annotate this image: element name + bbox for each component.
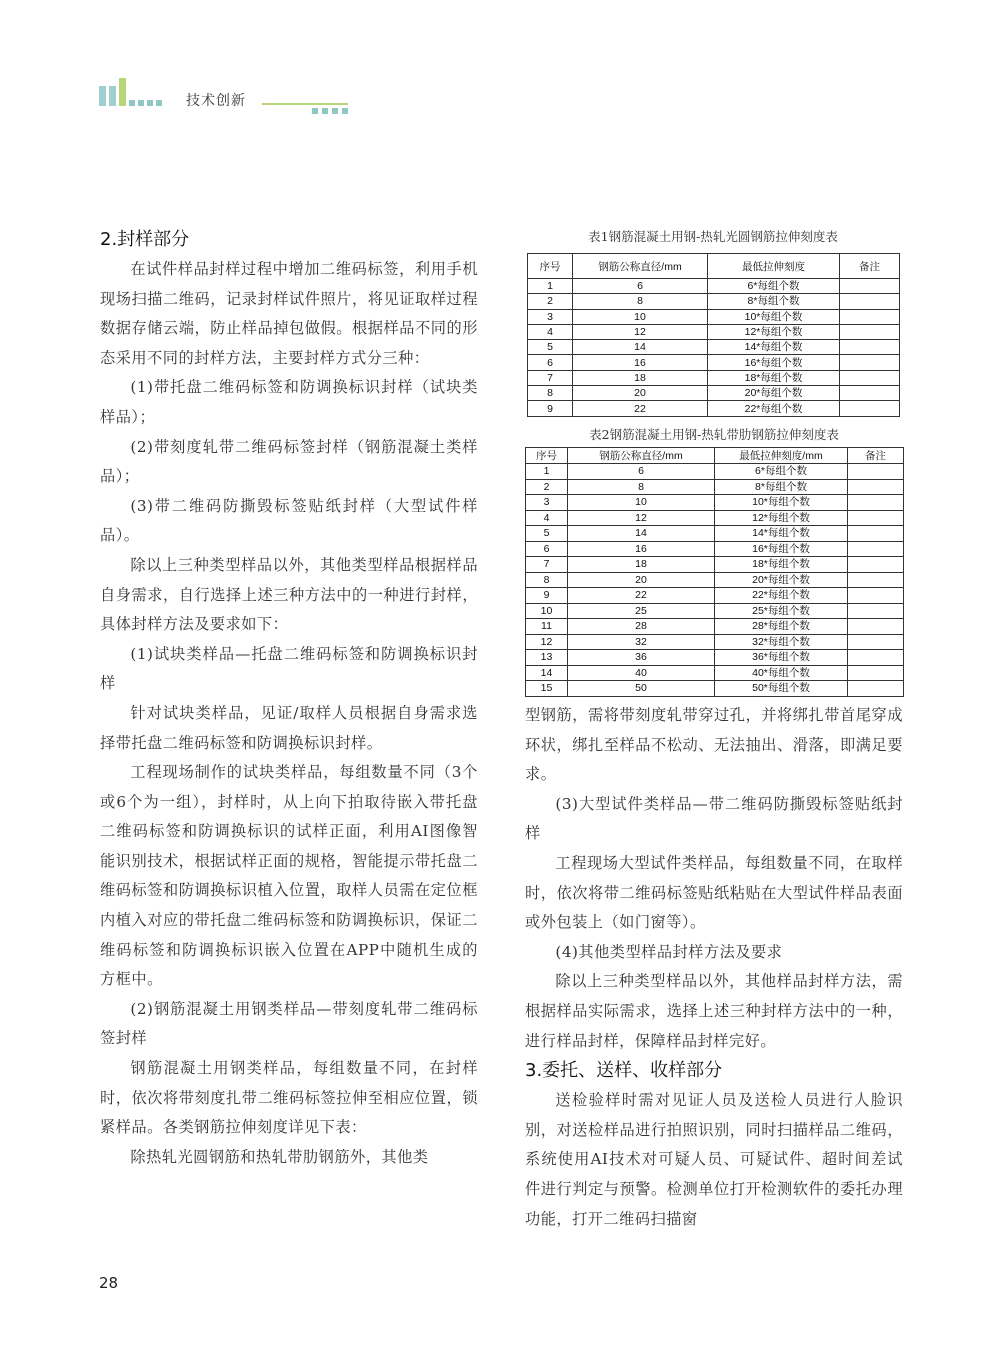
table-row — [526, 665, 904, 681]
table-header-cell: 序号 — [528, 254, 573, 279]
table-row — [526, 588, 904, 604]
table-cell: 3 — [528, 309, 573, 324]
table-cell: 16 — [568, 541, 715, 557]
section-heading-delivery: 3.委托、送样、收样部分 — [525, 1060, 723, 1082]
section-heading-sealing: 2.封样部分 — [100, 229, 190, 250]
table-row — [528, 355, 900, 370]
table-cell: 8 — [568, 479, 715, 495]
table-cell — [848, 557, 904, 573]
table-cell: 2 — [528, 294, 573, 309]
table-row — [526, 650, 904, 666]
table-cell: 16*每组个数 — [715, 541, 848, 557]
table-cell: 5 — [526, 526, 568, 542]
table-cell — [848, 634, 904, 650]
table-cell: 4 — [528, 324, 573, 339]
header-divider — [262, 103, 348, 105]
table1 — [527, 253, 900, 417]
table-cell — [848, 603, 904, 619]
paragraph: (3)带二维码防撕毁标签贴纸封样（大型试件样品）。 — [100, 496, 478, 545]
table-cell — [840, 294, 900, 309]
table-cell: 16*每组个数 — [708, 355, 840, 370]
table-cell: 8*每组个数 — [708, 294, 840, 309]
table-cell: 12 — [526, 634, 568, 650]
table-cell: 12*每组个数 — [715, 510, 848, 526]
table-row — [528, 324, 900, 339]
table-cell: 20*每组个数 — [715, 572, 848, 588]
subheading: (4)其他类型样品封样方法及要求 — [555, 942, 783, 961]
paragraph: 除以上三种类型样品以外，其他样品封样方法，需根据样品实际需求，选择上述三种封样方法中的一种，进行样品封样，保障样品封样完好。 — [525, 972, 903, 1050]
table-cell: 25 — [568, 603, 715, 619]
table-cell — [848, 619, 904, 635]
table-header-row — [528, 254, 900, 279]
table-cell — [848, 650, 904, 666]
table-cell: 9 — [528, 401, 573, 416]
table-cell: 14*每组个数 — [708, 340, 840, 355]
table-cell: 18*每组个数 — [715, 557, 848, 573]
table-cell: 4 — [526, 510, 568, 526]
table-cell: 12 — [568, 510, 715, 526]
table-row — [528, 386, 900, 401]
table-row — [526, 634, 904, 650]
table-header-cell: 序号 — [526, 448, 568, 464]
table2-caption: 表2钢筋混凝土用钢-热轧带肋钢筋拉伸刻度表 — [589, 427, 839, 442]
table-cell — [848, 541, 904, 557]
table-cell: 6*每组个数 — [708, 279, 840, 294]
table-row — [528, 309, 900, 324]
table-cell — [848, 681, 904, 697]
table-cell: 12 — [573, 324, 708, 339]
table-cell: 10*每组个数 — [708, 309, 840, 324]
table-cell: 20 — [568, 572, 715, 588]
table-cell: 6 — [528, 355, 573, 370]
table-cell — [840, 324, 900, 339]
table-cell: 36*每组个数 — [715, 650, 848, 666]
left-column — [100, 225, 478, 1172]
table-cell: 10*每组个数 — [715, 495, 848, 511]
table-cell: 22*每组个数 — [715, 588, 848, 604]
table-cell: 7 — [528, 370, 573, 385]
subheading: (3)大型试件类样品—带二维码防撕毁标签贴纸封样 — [525, 794, 903, 843]
right-column — [525, 701, 903, 1234]
table-cell: 8 — [526, 572, 568, 588]
subheading: (2)钢筋混凝土用钢类样品—带刻度轧带二维码标签封样 — [100, 999, 478, 1048]
table-row — [526, 479, 904, 495]
table-cell: 15 — [526, 681, 568, 697]
table-cell: 9 — [526, 588, 568, 604]
table-row — [526, 572, 904, 588]
table-cell — [840, 386, 900, 401]
table-cell: 32*每组个数 — [715, 634, 848, 650]
table-row — [526, 541, 904, 557]
table-cell — [848, 495, 904, 511]
table-cell: 28 — [568, 619, 715, 635]
table-header-cell: 备注 — [848, 448, 904, 464]
paragraph: (2)带刻度轧带二维码标签封样（钢筋混凝土类样品）； — [100, 437, 478, 486]
table-header-row — [526, 448, 904, 464]
table-cell: 7 — [526, 557, 568, 573]
table-cell: 20*每组个数 — [708, 386, 840, 401]
table-cell: 10 — [526, 603, 568, 619]
paragraph: 钢筋混凝土用钢类样品，每组数量不同，在封样时，依次将带刻度扎带二维码标签拉伸至相应位置，锁紧样品。各类钢筋拉伸刻度详见下表： — [100, 1059, 478, 1137]
table-cell: 10 — [573, 309, 708, 324]
table-cell: 20 — [573, 386, 708, 401]
table-cell: 8*每组个数 — [715, 479, 848, 495]
table-cell: 28*每组个数 — [715, 619, 848, 635]
table-row — [526, 619, 904, 635]
paragraph: 在试件样品封样过程中增加二维码标签，利用手机现场扫描二维码，记录封样试件照片，将见证取样过程数据存储云端，防止样品掉包做假。根据样品不同的形态采用不同的封样方法，主要封样方式分三种： — [100, 260, 478, 367]
table-cell — [848, 510, 904, 526]
table-header-cell: 最低拉伸刻度/mm — [715, 448, 848, 464]
table-row — [528, 340, 900, 355]
table-cell — [848, 588, 904, 604]
table-cell — [840, 401, 900, 416]
page-number: 28 — [99, 1274, 119, 1292]
table-row — [528, 401, 900, 416]
table-cell: 8 — [573, 294, 708, 309]
paragraph: 送检验样时需对见证人员及送检人员进行人脸识别，对送检样品进行拍照识别，同时扫描样品二维码，系统使用AI技术对可疑人员、可疑试件、超时间差试件进行判定与预警。检测单位打开检测软件的委托办理功能，打开二维码扫描窗 — [525, 1091, 903, 1228]
paragraph: 针对试块类样品，见证/取样人员根据自身需求选择带托盘二维码标签和防调换标识封样。 — [100, 703, 478, 752]
table-row — [528, 279, 900, 294]
table-row — [526, 510, 904, 526]
table-cell: 6 — [526, 541, 568, 557]
table-header-cell: 钢筋公称直径/mm — [568, 448, 715, 464]
section-label: 技术创新 — [186, 93, 246, 109]
table-cell: 11 — [526, 619, 568, 635]
table-cell — [848, 464, 904, 480]
table-cell: 18 — [573, 370, 708, 385]
table-cell — [840, 279, 900, 294]
paragraph: 工程现场大型试件类样品，每组数量不同，在取样时，依次将带二维码标签贴纸粘贴在大型试件样品表面或外包装上（如门窗等）。 — [525, 853, 903, 932]
table-cell: 13 — [526, 650, 568, 666]
table1-caption: 表1钢筋混凝土用钢-热轧光圆钢筋拉伸刻度表 — [588, 229, 838, 244]
table-cell: 8 — [528, 386, 573, 401]
table-row — [526, 526, 904, 542]
table-cell: 3 — [526, 495, 568, 511]
table-cell — [848, 572, 904, 588]
paragraph: 工程现场制作的试块类样品，每组数量不同（3个或6个为一组），封样时，从上向下拍取待嵌入带托盘二维码标签和防调换标识的试样正面，利用AI图像智能识别技术，根据试样正面的规格，智能提示带托盘二维码标签和防调换标识植入位置，取样人员需在定位框内植入对应的带托盘二维码标签和防调换标识，保证二维码标签和防调换标识嵌入位置在APP中随机生成的方框中。 — [100, 763, 478, 989]
paragraph-continuation: 型钢筋，需将带刻度轧带穿过孔，并将绑扎带首尾穿成环状，绑扎至样品不松动、无法抽出、滑落，即满足要求。 — [525, 706, 903, 784]
table2 — [525, 447, 904, 697]
table-cell — [840, 370, 900, 385]
table-cell: 36 — [568, 650, 715, 666]
table-header-cell: 最低拉伸刻度 — [708, 254, 840, 279]
table-header-cell: 钢筋公称直径/mm — [573, 254, 708, 279]
table-row — [526, 603, 904, 619]
table-cell: 50*每组个数 — [715, 681, 848, 697]
table-cell: 40*每组个数 — [715, 665, 848, 681]
table-cell: 50 — [568, 681, 715, 697]
table-cell: 16 — [573, 355, 708, 370]
table-cell: 2 — [526, 479, 568, 495]
table-cell: 22 — [573, 401, 708, 416]
subheading: (1)试块类样品—托盘二维码标签和防调换标识封样 — [100, 644, 478, 693]
table-cell — [848, 526, 904, 542]
table-cell: 14 — [526, 665, 568, 681]
table-header-cell: 备注 — [840, 254, 900, 279]
table-cell: 1 — [526, 464, 568, 480]
table-cell: 32 — [568, 634, 715, 650]
table-cell — [840, 309, 900, 324]
paragraph: 除热轧光圆钢筋和热轧带肋钢筋外，其他类 — [130, 1147, 429, 1166]
paragraph: (1)带托盘二维码标签和防调换标识封样（试块类样品）； — [100, 378, 478, 426]
table-cell: 14 — [568, 526, 715, 542]
table-row — [528, 294, 900, 309]
table-cell: 12*每组个数 — [708, 324, 840, 339]
table-row — [526, 681, 904, 697]
table-cell: 14 — [573, 340, 708, 355]
table-cell: 14*每组个数 — [715, 526, 848, 542]
table-cell — [840, 355, 900, 370]
table-cell: 22 — [568, 588, 715, 604]
table-cell: 25*每组个数 — [715, 603, 848, 619]
table-row — [526, 495, 904, 511]
table-cell — [848, 665, 904, 681]
table-cell: 6*每组个数 — [715, 464, 848, 480]
table-row — [526, 557, 904, 573]
table-cell: 6 — [568, 464, 715, 480]
table-row — [526, 464, 904, 480]
table-cell: 18 — [568, 557, 715, 573]
table-cell — [848, 479, 904, 495]
table-cell: 5 — [528, 340, 573, 355]
table-cell: 22*每组个数 — [708, 401, 840, 416]
table-cell — [840, 340, 900, 355]
table-cell: 6 — [573, 279, 708, 294]
table-cell: 18*每组个数 — [708, 370, 840, 385]
table-cell: 40 — [568, 665, 715, 681]
paragraph: 除以上三种类型样品以外，其他类型样品根据样品自身需求，自行选择上述三种方法中的一种进行封样，具体封样方法及要求如下： — [100, 555, 478, 634]
table-cell: 10 — [568, 495, 715, 511]
table-row — [528, 370, 900, 385]
table-cell: 1 — [528, 279, 573, 294]
